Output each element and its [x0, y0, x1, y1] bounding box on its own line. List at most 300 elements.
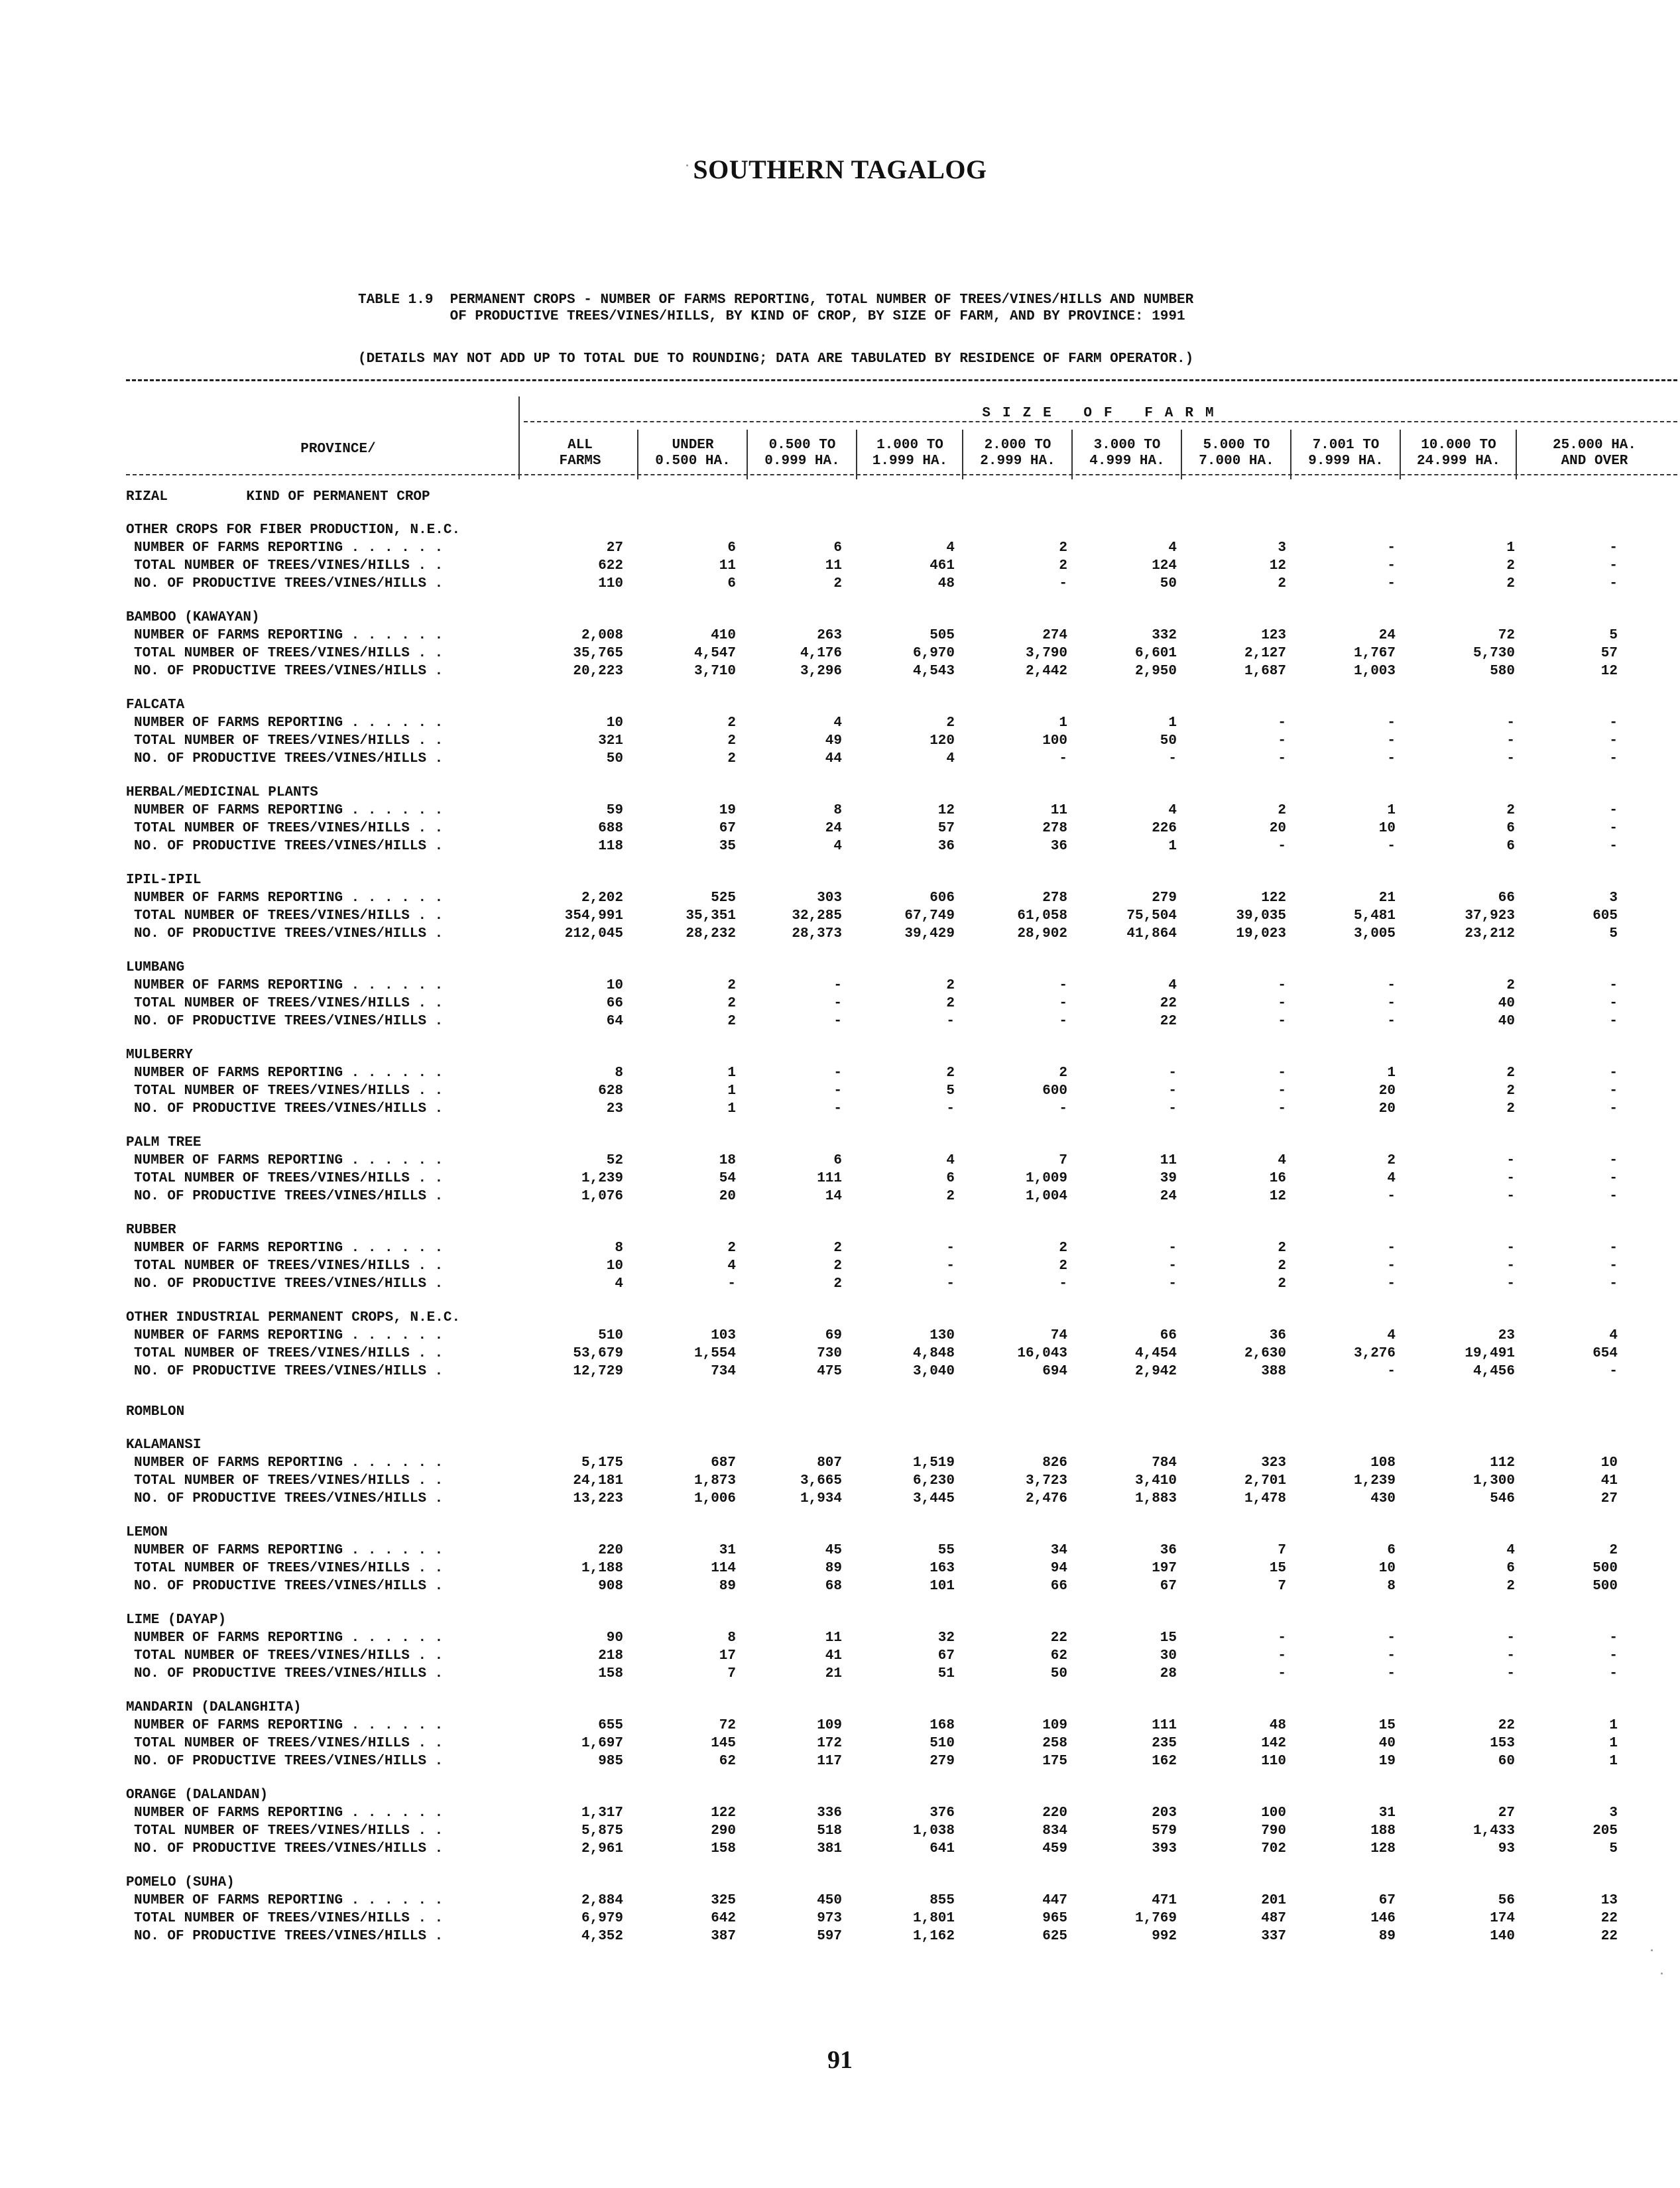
table-cell: 500: [1592, 1579, 1618, 1594]
table-cell: 174: [1490, 1911, 1515, 1926]
table-cell: 4: [1168, 978, 1177, 993]
table-cell: 67: [1378, 1893, 1396, 1908]
table-cell: 32,285: [792, 908, 842, 924]
table-cell: 11: [825, 558, 842, 574]
table-cell: 2: [833, 1276, 842, 1292]
productive-trees-row: [126, 664, 1677, 682]
crop-heading: [126, 1612, 1677, 1630]
column-header-line-2: 0.500 HA.: [655, 454, 731, 469]
table-cell: 67: [937, 1648, 955, 1664]
table-cell: 1,003: [1353, 664, 1396, 679]
table-cell: 19,491: [1465, 1346, 1515, 1361]
table-cell: -: [1506, 733, 1515, 749]
table-cell: 2: [1059, 540, 1067, 556]
table-cell: 2: [1387, 1153, 1396, 1168]
column-header-line-2: AND OVER: [1561, 454, 1628, 469]
table-cell: -: [1609, 996, 1618, 1011]
table-cell: 18: [719, 1153, 736, 1168]
row-spacer: [126, 1772, 1677, 1788]
table-cell: 2: [727, 1014, 736, 1029]
table-cell: 218: [598, 1648, 623, 1664]
province-heading: [126, 483, 1677, 522]
row-label: TOTAL NUMBER OF TREES/VINES/HILLS . .: [134, 558, 444, 574]
table-cell: 28,902: [1017, 926, 1067, 942]
table-cell: -: [1278, 1648, 1286, 1664]
province-name: ROMBLON: [126, 1404, 185, 1420]
table-cell: 3,040: [912, 1364, 955, 1379]
table-cell: 1: [1609, 1754, 1618, 1769]
table-cell: 1,883: [1134, 1491, 1177, 1506]
table-cell: 6,230: [912, 1473, 955, 1489]
table-cell: 36: [1050, 839, 1067, 854]
table-cell: 109: [817, 1718, 842, 1733]
total-trees-row: [126, 1473, 1677, 1491]
table-cell: 4: [1168, 540, 1177, 556]
table-cell: 93: [1498, 1841, 1515, 1856]
table-cell: 74: [1050, 1328, 1067, 1343]
table-cell: 20,223: [573, 664, 623, 679]
table-cell: 10: [606, 715, 623, 731]
table-cell: -: [1278, 1014, 1286, 1029]
table-cell: 111: [817, 1171, 842, 1186]
table-cell: 6: [727, 576, 736, 591]
table-cell: 201: [1261, 1893, 1286, 1908]
table-cell: 44: [825, 751, 842, 766]
row-spacer: [126, 1509, 1677, 1525]
row-label: NO. OF PRODUCTIVE TREES/VINES/HILLS .: [134, 1276, 444, 1292]
table-cell: 16,043: [1017, 1346, 1067, 1361]
table-cell: 66: [606, 996, 623, 1011]
table-cell: 123: [1261, 628, 1286, 643]
table-cell: 2,942: [1134, 1364, 1177, 1379]
table-cell: -: [1168, 1065, 1177, 1081]
table-cell: -: [1387, 576, 1396, 591]
table-cell: -: [1278, 839, 1286, 854]
table-cell: 5: [1609, 926, 1618, 942]
crop-name: HERBAL/MEDICINAL PLANTS: [126, 785, 318, 800]
table-cell: -: [1387, 996, 1396, 1011]
table-cell: 3,410: [1134, 1473, 1177, 1489]
table-cell: 172: [817, 1736, 842, 1751]
row-label: TOTAL NUMBER OF TREES/VINES/HILLS . .: [134, 908, 444, 924]
table-cell: 4: [727, 1258, 736, 1274]
column-divider: [747, 430, 748, 479]
table-cell: 2,127: [1244, 646, 1286, 661]
table-cell: 62: [1050, 1648, 1067, 1664]
table-cell: 6: [833, 1153, 842, 1168]
table-cell: 6,601: [1134, 646, 1177, 661]
total-trees-row: [126, 1171, 1677, 1189]
table-cell: -: [1387, 1258, 1396, 1274]
table-cell: 145: [711, 1736, 736, 1751]
table-cell: -: [1609, 1648, 1618, 1664]
table-cell: 4,456: [1472, 1364, 1515, 1379]
table-cell: -: [1609, 1241, 1618, 1256]
table-cell: 50: [606, 751, 623, 766]
table-cell: 55: [937, 1543, 955, 1558]
scan-speck: [1661, 1973, 1663, 1975]
table-cell: -: [1387, 839, 1396, 854]
table-cell: -: [1609, 1276, 1618, 1292]
table-cell: 2: [1059, 1241, 1067, 1256]
table-cell: 19,023: [1236, 926, 1286, 942]
row-label: NUMBER OF FARMS REPORTING . . . . . .: [134, 1630, 444, 1646]
column-header: [640, 438, 746, 469]
table-cell: 12: [1269, 558, 1286, 574]
table-cell: -: [1609, 576, 1618, 591]
table-cell: -: [1059, 1014, 1067, 1029]
table-cell: -: [1059, 751, 1067, 766]
province-heading: [126, 1398, 1677, 1437]
row-spacer: [126, 682, 1677, 698]
table-cell: 5: [946, 1083, 955, 1099]
crop-heading: [126, 1135, 1677, 1153]
table-cell: -: [1278, 751, 1286, 766]
table-cell: -: [1609, 1083, 1618, 1099]
size-of-farm-header: SIZE OF FARM: [982, 406, 1226, 421]
table-cell: 2: [1278, 1241, 1286, 1256]
table-cell: 622: [598, 558, 623, 574]
table-cell: 2: [1506, 576, 1515, 591]
table-cell: 387: [711, 1929, 736, 1944]
table-note: (DETAILS MAY NOT ADD UP TO TOTAL DUE TO ROUNDING; DATA ARE TABULATED BY RESIDENCE OF FARM OPERATOR.): [358, 351, 1194, 367]
table-cell: 2,884: [581, 1893, 623, 1908]
table-cell: 790: [1261, 1823, 1286, 1839]
row-label: NUMBER OF FARMS REPORTING . . . . . .: [134, 1543, 444, 1558]
table-cell: 40: [1498, 996, 1515, 1011]
table-cell: -: [1609, 978, 1618, 993]
crop-heading: [126, 1048, 1677, 1065]
table-cell: 1: [1168, 839, 1177, 854]
table-cell: 1,038: [912, 1823, 955, 1839]
crop-heading: [126, 1788, 1677, 1805]
row-spacer: [126, 944, 1677, 960]
table-cell: 7: [1059, 1153, 1067, 1168]
table-cell: 48: [937, 576, 955, 591]
table-cell: 1,478: [1244, 1491, 1286, 1506]
row-label: NO. OF PRODUCTIVE TREES/VINES/HILLS .: [134, 1364, 444, 1379]
table-cell: 226: [1152, 821, 1177, 836]
table-cell: 22: [1160, 996, 1177, 1011]
table-cell: 807: [817, 1455, 842, 1471]
page-number: 91: [827, 2046, 853, 2074]
table-cell: 4: [833, 839, 842, 854]
table-cell: 118: [598, 839, 623, 854]
row-label: NUMBER OF FARMS REPORTING . . . . . .: [134, 890, 444, 906]
table-cell: 654: [1592, 1346, 1618, 1361]
table-cell: 2: [1059, 1065, 1067, 1081]
table-cell: 4,543: [912, 664, 955, 679]
column-header: [1183, 438, 1290, 469]
row-label: NUMBER OF FARMS REPORTING . . . . . .: [134, 1153, 444, 1168]
table-cell: -: [1506, 1258, 1515, 1274]
table-cell: -: [1609, 751, 1618, 766]
table-cell: 53,679: [573, 1346, 623, 1361]
table-cell: -: [1387, 715, 1396, 731]
table-cell: 35: [719, 839, 736, 854]
table-cell: 1: [1506, 540, 1515, 556]
column-header-line-2: 1.999 HA.: [872, 454, 948, 469]
crop-name: MULBERRY: [126, 1048, 193, 1063]
column-divider: [962, 430, 963, 479]
table-cell: -: [1059, 576, 1067, 591]
productive-trees-row: [126, 576, 1677, 594]
table-cell: 3,710: [693, 664, 736, 679]
table-cell: 2,961: [581, 1841, 623, 1856]
table-cell: 23,212: [1465, 926, 1515, 942]
table-cell: 1,697: [581, 1736, 623, 1751]
table-cell: 4: [833, 715, 842, 731]
table-cell: 4: [1278, 1153, 1286, 1168]
row-label: NO. OF PRODUCTIVE TREES/VINES/HILLS .: [134, 1841, 444, 1856]
table-cell: 11: [1160, 1153, 1177, 1168]
table-cell: 730: [817, 1346, 842, 1361]
table-cell: -: [946, 1101, 955, 1117]
total-trees-row: [126, 908, 1677, 926]
table-cell: 336: [817, 1805, 842, 1821]
table-cell: 1,801: [912, 1911, 955, 1926]
table-cell: 67: [719, 821, 736, 836]
column-header: [1518, 438, 1671, 469]
table-cell: 130: [930, 1328, 955, 1343]
table-cell: 461: [930, 558, 955, 574]
table-cell: 1,300: [1472, 1473, 1515, 1489]
table-cell: 31: [1378, 1805, 1396, 1821]
farms-reporting-row: [126, 1455, 1677, 1473]
table-cell: -: [1609, 1630, 1618, 1646]
table-cell: 4: [946, 540, 955, 556]
farms-reporting-row: [126, 1805, 1677, 1823]
stub-header-line-2: KIND OF PERMANENT CROP: [246, 489, 430, 505]
table-cell: 64: [606, 1014, 623, 1029]
productive-trees-row: [126, 1014, 1677, 1032]
row-label: NO. OF PRODUCTIVE TREES/VINES/HILLS .: [134, 1491, 444, 1506]
table-cell: 475: [817, 1364, 842, 1379]
row-label: TOTAL NUMBER OF TREES/VINES/HILLS . .: [134, 733, 444, 749]
crop-heading: [126, 1223, 1677, 1241]
page-title: SOUTHERN TAGALOG: [693, 154, 987, 184]
productive-trees-row: [126, 1491, 1677, 1509]
table-cell: 122: [1261, 890, 1286, 906]
column-header-line-1: 7.001 TO: [1312, 438, 1380, 453]
table-cell: 2,008: [581, 628, 623, 643]
row-label: TOTAL NUMBER OF TREES/VINES/HILLS . .: [134, 1083, 444, 1099]
column-divider: [1516, 430, 1517, 479]
table-cell: 12: [1600, 664, 1618, 679]
column-header: [859, 438, 961, 469]
table-cell: 4: [1387, 1171, 1396, 1186]
table-cell: -: [833, 1083, 842, 1099]
table-cell: 354,991: [564, 908, 623, 924]
table-cell: 459: [1042, 1841, 1067, 1856]
table-cell: 4: [1168, 803, 1177, 818]
table-cell: 8: [1387, 1579, 1396, 1594]
table-cell: 10: [1378, 821, 1396, 836]
total-trees-row: [126, 1083, 1677, 1101]
table-cell: 66: [1160, 1328, 1177, 1343]
table-cell: 39,035: [1236, 908, 1286, 924]
table-cell: 2: [1506, 978, 1515, 993]
table-cell: 4: [946, 1153, 955, 1168]
table-cell: -: [1278, 1666, 1286, 1681]
row-label: TOTAL NUMBER OF TREES/VINES/HILLS . .: [134, 1473, 444, 1489]
column-header: [524, 438, 636, 469]
productive-trees-row: [126, 1754, 1677, 1772]
table-cell: 36: [937, 839, 955, 854]
table-cell: 642: [711, 1911, 736, 1926]
table-cell: 20: [1378, 1083, 1396, 1099]
column-header-line-2: 7.000 HA.: [1199, 454, 1274, 469]
table-cell: 2: [1278, 803, 1286, 818]
table-cell: 279: [1152, 890, 1177, 906]
crop-heading: [126, 610, 1677, 628]
row-label: NO. OF PRODUCTIVE TREES/VINES/HILLS .: [134, 1754, 444, 1769]
table-cell: 1,162: [912, 1929, 955, 1944]
table-cell: 471: [1152, 1893, 1177, 1908]
table-cell: 3,445: [912, 1491, 955, 1506]
stub-divider: [518, 396, 520, 479]
table-cell: 2: [1506, 558, 1515, 574]
table-cell: 146: [1370, 1911, 1396, 1926]
productive-trees-row: [126, 1276, 1677, 1294]
column-header-line-1: 25.000 HA.: [1552, 438, 1637, 453]
table-cell: 1,769: [1134, 1911, 1177, 1926]
farms-reporting-row: [126, 628, 1677, 646]
table-cell: 90: [606, 1630, 623, 1646]
row-label: NO. OF PRODUCTIVE TREES/VINES/HILLS .: [134, 1929, 444, 1944]
table-cell: -: [946, 1276, 955, 1292]
table-cell: 22: [1498, 1718, 1515, 1733]
table-cell: 1: [727, 1083, 736, 1099]
table-cell: -: [1609, 1171, 1618, 1186]
table-cell: 5,175: [581, 1455, 623, 1471]
table-cell: -: [1278, 1630, 1286, 1646]
table-cell: 3,005: [1353, 926, 1396, 942]
farms-reporting-row: [126, 1718, 1677, 1736]
crop-heading: [126, 785, 1677, 803]
table-cell: -: [1506, 1241, 1515, 1256]
table-cell: 1,873: [693, 1473, 736, 1489]
row-spacer: [126, 1684, 1677, 1700]
table-cell: 655: [598, 1718, 623, 1733]
table-cell: 22: [1050, 1630, 1067, 1646]
table-cell: 153: [1490, 1736, 1515, 1751]
table-cell: 10: [606, 1258, 623, 1274]
table-cell: 1: [1609, 1736, 1618, 1751]
table-cell: 5,730: [1472, 646, 1515, 661]
table-cell: 323: [1261, 1455, 1286, 1471]
table-cell: 197: [1152, 1561, 1177, 1576]
table-cell: 235: [1152, 1736, 1177, 1751]
table-cell: 5: [1609, 1841, 1618, 1856]
table-cell: 381: [817, 1841, 842, 1856]
table-cell: -: [833, 1065, 842, 1081]
table-cell: 2: [727, 978, 736, 993]
table-cell: 15: [1269, 1561, 1286, 1576]
column-header-line-1: 5.000 TO: [1203, 438, 1270, 453]
row-label: NO. OF PRODUCTIVE TREES/VINES/HILLS .: [134, 664, 444, 679]
table-cell: 1,006: [693, 1491, 736, 1506]
table-cell: 2: [727, 751, 736, 766]
table-cell: 158: [598, 1666, 623, 1681]
table-cell: 37,923: [1465, 908, 1515, 924]
crop-heading: [126, 522, 1677, 540]
table-cell: 67,749: [904, 908, 955, 924]
table-cell: 67: [1160, 1579, 1177, 1594]
table-cell: 855: [930, 1893, 955, 1908]
table-cell: -: [1278, 1083, 1286, 1099]
table-cell: 4,176: [800, 646, 842, 661]
table-cell: -: [1387, 733, 1396, 749]
crop-heading: [126, 1525, 1677, 1543]
data-table: [126, 483, 1677, 1963]
table-cell: 109: [1042, 1718, 1067, 1733]
table-cell: 7: [1278, 1543, 1286, 1558]
row-label: NO. OF PRODUCTIVE TREES/VINES/HILLS .: [134, 576, 444, 591]
row-label: TOTAL NUMBER OF TREES/VINES/HILLS . .: [134, 1736, 444, 1751]
table-cell: 24: [825, 821, 842, 836]
table-cell: 600: [1042, 1083, 1067, 1099]
crop-heading: [126, 698, 1677, 715]
table-cell: 4,547: [693, 646, 736, 661]
table-cell: -: [1387, 978, 1396, 993]
crop-name: LEMON: [126, 1525, 168, 1540]
farms-reporting-row: [126, 715, 1677, 733]
table-cell: 625: [1042, 1929, 1067, 1944]
total-trees-row: [126, 558, 1677, 576]
table-cell: -: [1506, 1648, 1515, 1664]
table-cell: 688: [598, 821, 623, 836]
caption-line-1: TABLE 1.9 PERMANENT CROPS - NUMBER OF FARMS REPORTING, TOTAL NUMBER OF TREES/VINES/HILLS AND NUMBER: [358, 292, 1194, 308]
table-cell: 61,058: [1017, 908, 1067, 924]
total-trees-row: [126, 646, 1677, 664]
table-cell: 6: [1506, 839, 1515, 854]
table-cell: 40: [1498, 1014, 1515, 1029]
row-label: NUMBER OF FARMS REPORTING . . . . . .: [134, 628, 444, 643]
crop-name: RUBBER: [126, 1223, 176, 1238]
table-cell: 973: [817, 1911, 842, 1926]
row-label: NUMBER OF FARMS REPORTING . . . . . .: [134, 803, 444, 818]
column-divider: [637, 430, 638, 479]
table-cell: 263: [817, 628, 842, 643]
table-cell: 45: [825, 1543, 842, 1558]
table-cell: 220: [1042, 1805, 1067, 1821]
crop-name: BAMBOO (KAWAYAN): [126, 610, 260, 625]
table-cell: 410: [711, 628, 736, 643]
table-cell: -: [1609, 733, 1618, 749]
crop-name: IPIL-IPIL: [126, 873, 202, 888]
column-header-line-1: UNDER: [672, 438, 714, 453]
table-cell: -: [1059, 1101, 1067, 1117]
table-cell: 27: [1498, 1805, 1515, 1821]
table-cell: 1,554: [693, 1346, 736, 1361]
table-cell: 28: [1160, 1666, 1177, 1681]
crop-name: LUMBANG: [126, 960, 185, 975]
table-cell: 39: [1160, 1171, 1177, 1186]
table-cell: 500: [1592, 1561, 1618, 1576]
table-cell: 142: [1261, 1736, 1286, 1751]
row-spacer: [126, 857, 1677, 873]
table-cell: 628: [598, 1083, 623, 1099]
table-cell: 6,979: [581, 1911, 623, 1926]
table-cell: -: [1387, 1241, 1396, 1256]
table-cell: 40: [1378, 1736, 1396, 1751]
table-cell: 2: [946, 996, 955, 1011]
table-cell: 57: [937, 821, 955, 836]
table-cell: 376: [930, 1805, 955, 1821]
stub-header-line-1: PROVINCE/: [300, 442, 376, 457]
table-cell: 2: [727, 1241, 736, 1256]
